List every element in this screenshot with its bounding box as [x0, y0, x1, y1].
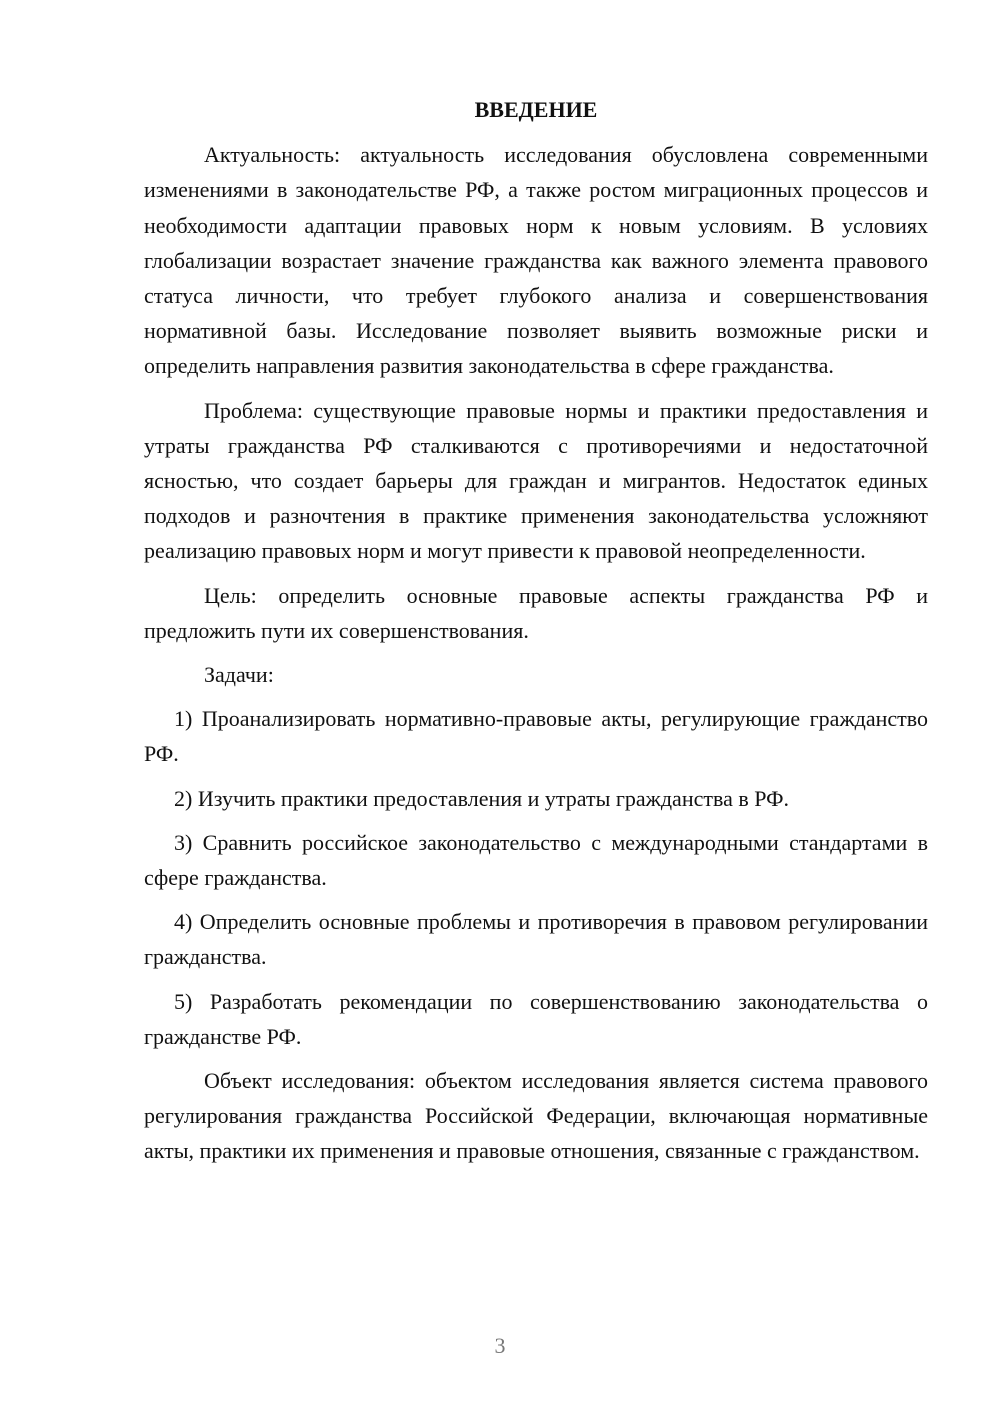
paragraph-relevance: Актуальность: актуальность исследования обусловлена современными изменениями в законодательстве РФ, а также ростом миграционных процессов и необходимости адаптации правовых норм к новым условиям. В условиях глобализации возрастает значение гражданства как важного элемента правового статуса личности, что требует глубокого анализа и совершенствования нормативной базы. Исследование позволяет выявить возможные риски и определить направления развития законодательства в сфере гражданства.: [144, 142, 928, 379]
paragraph-problem: Проблема: существующие правовые нормы и практики предоставления и утраты гражданства РФ сталкиваются с противоречиями и недостаточной ясностью, что создает барьеры для граждан и мигрантов. Недостаток единых подходов и разночтения в практике применения законодательства усложняют реализацию правовых норм и могут привести к правовой неопределенности.: [144, 397, 928, 564]
task-item-3: 3) Сравнить российское законодательство с международными стандартами в сфере гражданства.: [144, 829, 928, 891]
task-item-2: 2) Изучить практики предоставления и утраты гражданства в РФ.: [174, 785, 789, 811]
task-item-5: 5) Разработать рекомендации по совершенствованию законодательства о гражданстве РФ.: [144, 988, 928, 1049]
task-item-1: 1) Проанализировать нормативно-правовые акты, регулирующие гражданство РФ.: [144, 706, 928, 767]
paragraph-goal: Цель: определить основные правовые аспекты гражданства РФ и предложить пути их совершенствования.: [144, 582, 928, 643]
paragraph-object: Объект исследования: объектом исследования является система правового регулирования гражданства Российской Федерации, включающая нормативные акты, практики их применения и правовые отношения, связанные с гражданством.: [144, 1068, 928, 1164]
paragraph-tasks-heading: Задачи:: [204, 662, 274, 688]
task-item-4: 4) Определить основные проблемы и противоречия в правовом регулировании гражданства.: [144, 909, 928, 970]
page-number: 3: [494, 1333, 506, 1358]
section-title: ВВЕДЕНИЕ: [474, 97, 598, 122]
page-content: [144, 92, 928, 1178]
